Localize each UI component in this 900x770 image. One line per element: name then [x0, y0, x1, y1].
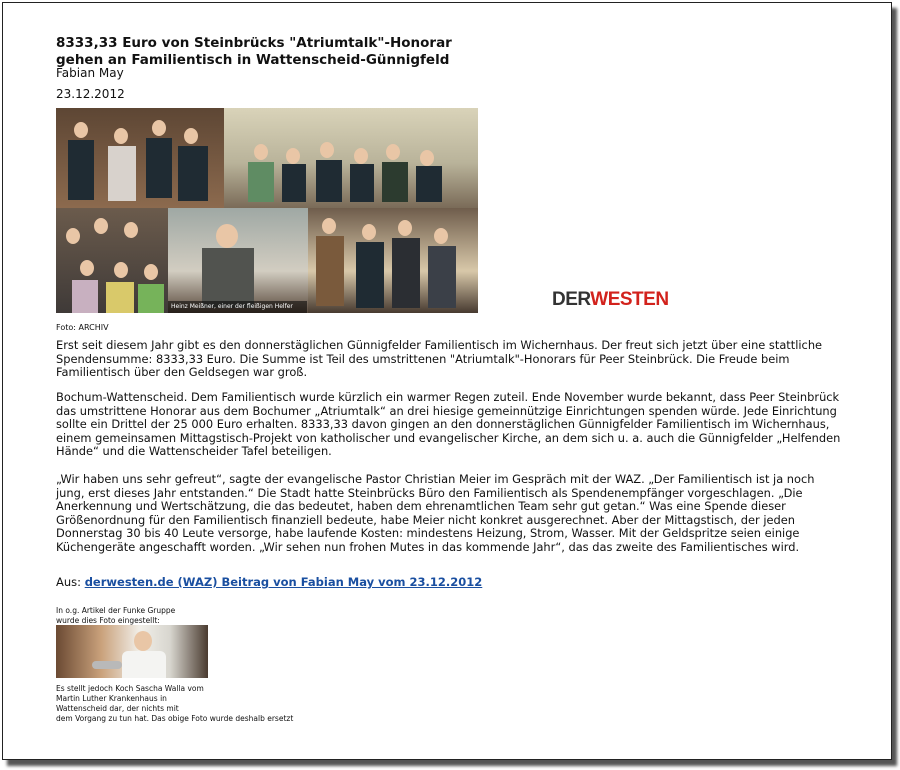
photo-credit: Foto: ARCHIV: [56, 323, 109, 332]
photo-tile-check-handover: [308, 208, 478, 313]
article-paragraph-2: Bochum-Wattenscheid. Dem Familientisch wurde kürzlich ein warmer Regen zuteil. Ende November wurde bekannt, dass Peer Steinbrück das umstrittene Honorar aus dem Bochumer „Atriumtalk“ an drei hiesige gemeinnützige Einrichtungen spenden würde. Jede Einrichtung sollte ein Drittel der 25 000 Euro erhalten. 8333,33 davon gingen an den donnerstäglichen Günnigfelder Familientisch im Wichernhaus, einem gemeinsamen Mittagstisch-Projekt von katholischer und evangelischer Kirche, an dem sich u. a. auch die Günnigfelder „Helfenden Hände“ und die Wattenscheider Tafel beteiligen.: [56, 390, 841, 459]
photo-tile-helper: [168, 208, 308, 313]
article-date: 23.12.2012: [56, 87, 125, 101]
article-paragraph-3: „Wir haben uns sehr gefreut“, sagte der evangelische Pastor Christian Meier im Gespräch mit der WAZ. „Der Familientisch ist ja noch jung, erst dieses Jahr entstanden.“ Die Stadt hatte Steinbrücks Büro den Familientisch als Spendenempfänger vorgeschlagen. „Die Anerkennung und Wertschätzung, die das bedeutet, haben dem ehrenamtlichen Team sehr gut getan.“ Was eine Spende dieser Größenordnung für den Familientisch finanziell bedeute, habe Meier nicht konkret ausgerechnet. Aber der Mittagstisch, der jeden Donnerstag 30 bis 40 Leute versorge, habe laufende Kosten: mindestens Heizung, Strom, Wasser. Mit der Geldspritze seien einige Küchengeräte angeschafft worden. „Wir sehen nun frohen Mutes in das kommende Jahr“, das das zweite des Familientisches wird.: [56, 472, 815, 554]
logo-der: DER: [552, 289, 591, 310]
article-author: Fabian May: [56, 66, 124, 80]
photo-caption: Heinz Meißner, einer der fleißigen Helfer: [168, 301, 307, 313]
note-body-line-1: Es stellt jedoch Koch Sascha Walla vom: [56, 684, 204, 693]
article-title: [56, 35, 576, 69]
chef-photo: [56, 625, 208, 678]
source-line: [56, 575, 482, 589]
title-line-2: gehen an Familientisch in Wattenscheid-Günnigfeld: [56, 52, 450, 68]
note-intro-line-2: wurde dies Foto eingestellt:: [56, 616, 160, 625]
note-body-line-3: Wattenscheid dar, der nichts mit: [56, 704, 179, 713]
derwesten-logo: [552, 289, 669, 311]
note-intro: [56, 606, 226, 626]
note-body-line-2: Martin Luther Krankenhaus in: [56, 694, 167, 703]
note-intro-line-1: In o.g. Artikel der Funke Gruppe: [56, 606, 176, 615]
title-line-1: 8333,33 Euro von Steinbrücks "Atriumtalk"-Honorar: [56, 35, 452, 51]
logo-westen: WESTEN: [590, 289, 669, 310]
source-link[interactable]: derwesten.de (WAZ) Beitrag von Fabian May vom 23.12.2012: [84, 575, 483, 589]
note-body: [56, 684, 376, 724]
note-body-line-4: dem Vorgang zu tun hat. Das obige Foto wurde deshalb ersetzt: [56, 714, 294, 723]
photo-tile-seniors: [56, 208, 168, 313]
source-prefix: Aus:: [56, 575, 82, 589]
photo-tile-group-hall: [224, 108, 478, 208]
article-photo-collage: [56, 108, 478, 313]
article-paragraph-1: Erst seit diesem Jahr gibt es den donnerstäglichen Günnigfelder Familientisch im Wichernhaus. Der freut sich jetzt über eine stattliche Spendensumme: 8333,33 Euro. Die Summe ist Teil des umstrittenen "Atriumtalk"-Honorars für Peer Steinbrück. Die Freude beim Familientisch über den Geldsegen war groß.: [56, 338, 823, 380]
photo-tile-kitchen-left: [56, 108, 224, 208]
